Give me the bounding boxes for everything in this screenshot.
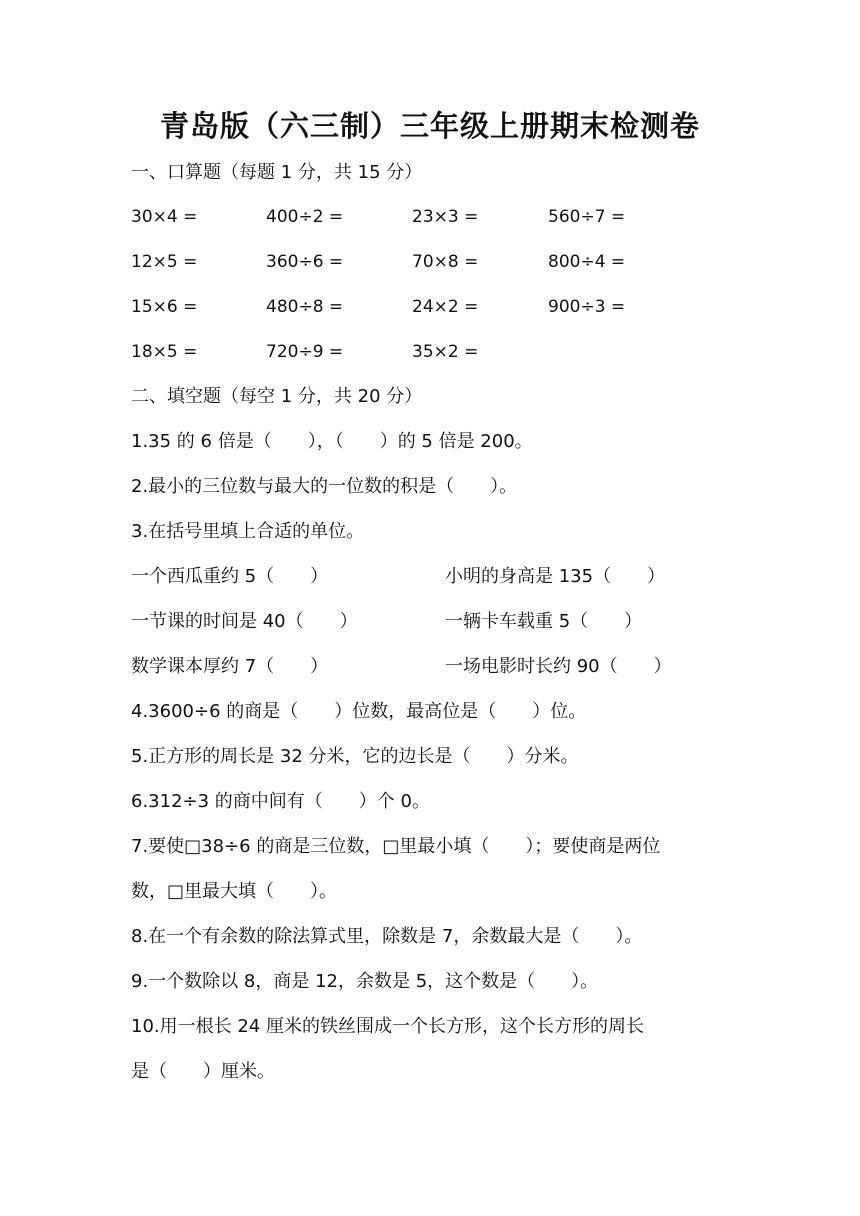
unit-item: 一辆卡车载重 5（ ）	[445, 611, 643, 632]
section2-heading: 二、填空题（每空 1 分，共 20 分）	[131, 386, 423, 407]
calc-item: 720÷9 =	[266, 342, 344, 362]
unit-item: 一节课的时间是 40（ ）	[131, 611, 358, 632]
question-1: 1.35 的 6 倍是（ ），（ ）的 5 倍是 200。	[131, 431, 533, 452]
page-title: 青岛版（六三制）三年级上册期末检测卷	[159, 109, 700, 143]
calc-item: 480÷8 =	[266, 297, 344, 317]
calc-item: 23×3 =	[412, 207, 479, 227]
question-2: 2.最小的三位数与最大的一位数的积是（ ）。	[131, 476, 518, 497]
calc-item: 800÷4 =	[548, 252, 626, 272]
calc-item: 560÷7 =	[548, 207, 626, 227]
question-8: 8.在一个有余数的除法算式里，除数是 7，余数最大是（ ）。	[131, 926, 643, 947]
question-5: 5.正方形的周长是 32 分米，它的边长是（ ）分米。	[131, 746, 579, 767]
unit-item: 一个西瓜重约 5（ ）	[131, 566, 329, 587]
question-6: 6.312÷3 的商中间有（ ）个 0。	[131, 791, 430, 812]
section1-heading: 一、口算题（每题 1 分，共 15 分）	[131, 162, 423, 183]
unit-item: 数学课本厚约 7（ ）	[131, 656, 329, 677]
calc-item: 900÷3 =	[548, 297, 626, 317]
unit-item: 一场电影时长约 90（ ）	[445, 656, 672, 677]
calc-item: 360÷6 =	[266, 252, 344, 272]
calc-item: 35×2 =	[412, 342, 479, 362]
question-4: 4.3600÷6 的商是（ ）位数，最高位是（ ）位。	[131, 701, 587, 722]
calc-item: 15×6 =	[131, 297, 198, 317]
question-9: 9.一个数除以 8，商是 12，余数是 5，这个数是（ ）。	[131, 971, 599, 992]
calc-item: 18×5 =	[131, 342, 198, 362]
question-7-line-2: 数，□里最大填（ ）。	[131, 881, 338, 902]
calc-item: 30×4 =	[131, 207, 198, 227]
calc-item: 70×8 =	[412, 252, 479, 272]
calc-item: 24×2 =	[412, 297, 479, 317]
question-7-line-1: 7.要使□38÷6 的商是三位数，□里最小填（ ）；要使商是两位	[131, 836, 661, 857]
unit-item: 小明的身高是 135（ ）	[445, 566, 666, 587]
calc-item: 12×5 =	[131, 252, 198, 272]
calc-item: 400÷2 =	[266, 207, 344, 227]
question-10-line-2: 是（ ）厘米。	[131, 1061, 275, 1082]
question-3: 3.在括号里填上合适的单位。	[131, 521, 365, 542]
question-10-line-1: 10.用一根长 24 厘米的铁丝围成一个长方形，这个长方形的周长	[131, 1016, 644, 1037]
